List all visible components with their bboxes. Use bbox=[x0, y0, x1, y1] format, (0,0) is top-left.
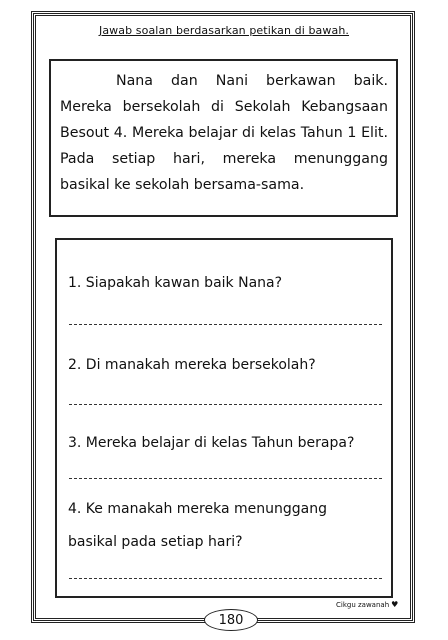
credit bbox=[336, 600, 398, 609]
question-2: 2. Di manakah mereka bersekolah? bbox=[68, 357, 316, 373]
credit-text: Cikgu zawanah bbox=[336, 601, 390, 609]
question-1: 1. Siapakah kawan baik Nana? bbox=[68, 275, 283, 291]
questions-box bbox=[55, 238, 393, 598]
instruction-text: Jawab soalan berdasarkan petikan di bawah. bbox=[98, 24, 350, 37]
answer-line-3[interactable] bbox=[69, 478, 382, 479]
question-4-line-1: 4. Ke manakah mereka menunggang bbox=[68, 501, 327, 517]
answer-line-4[interactable] bbox=[69, 578, 382, 579]
passage-text: Nana dan Nani berkawan baik. Mereka bersekolah di Sekolah Kebangsaan Besout 4. Mereka belajar di kelas Tahun 1 Elit. Pada setiap hari, mereka menunggang basikal ke sekolah bersama-sama. bbox=[60, 73, 388, 193]
heart-icon: ♥ bbox=[391, 600, 399, 609]
question-4-line-2: basikal pada setiap hari? bbox=[68, 534, 243, 550]
question-3: 3. Mereka belajar di kelas Tahun berapa? bbox=[68, 435, 355, 451]
page-number: 180 bbox=[204, 609, 258, 631]
answer-line-2[interactable] bbox=[69, 404, 382, 405]
answer-line-1[interactable] bbox=[69, 324, 382, 325]
passage-box bbox=[49, 59, 398, 217]
